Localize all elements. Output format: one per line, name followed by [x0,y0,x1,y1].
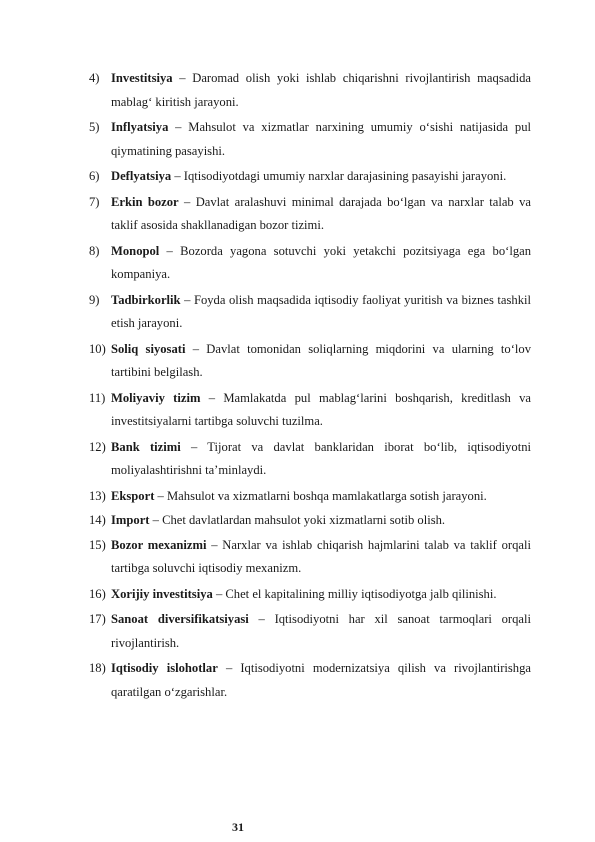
item-term: Iqtisodiy islohotlar [111,661,218,675]
glossary-item-inflyatsiya [89,116,531,163]
item-definition: – Chet davlatlardan mahsulot yoki xizmatlarni sotib olish. [149,513,446,527]
item-number: 4) [89,71,100,85]
glossary-item-bank-tizimi [89,436,531,483]
item-body [111,583,531,607]
item-number: 18) [89,661,106,675]
glossary-item-soliq-siyosati [89,338,531,385]
item-body [111,116,531,163]
item-term: Bozor mexanizmi [111,537,207,552]
glossary-item-deflyatsiya [89,165,531,189]
glossary-item-sanoat-diversifikatsiyasi [89,608,531,655]
glossary-item-investitsiya [89,67,531,114]
glossary-list [89,67,531,706]
item-body [111,67,531,114]
glossary-item-monopol [89,240,531,287]
item-body [111,191,531,238]
item-body [111,338,531,385]
item-definition: – Davlat tomonidan soliqlarning miqdorini va ularning to‘lov tartibini belgilash. [111,341,531,379]
item-number: 10) [89,341,106,356]
item-term: Erkin bozor [111,194,179,209]
item-term: Monopol [111,243,160,258]
item-body [111,240,531,287]
item-body [111,165,531,189]
item-term: Xorijiy investitsiya [111,586,213,601]
glossary-item-xorijiy-investitsiya [89,583,531,607]
item-number: 14) [89,513,106,527]
glossary-item-erkin-bozor [89,191,531,238]
item-body [111,608,531,655]
item-number: 6) [89,169,100,183]
item-definition: – Mahsulot va xizmatlar narxining umumiy o‘sishi natijasida pul qiymatining pasayishi. [111,120,531,158]
item-term: Bank tizimi [111,439,181,454]
item-definition: – Iqtisodiyotni har xil sanoat tarmoqlari orqali rivojlantirish. [111,612,531,650]
item-number: 15) [89,537,106,552]
item-definition: – Daromad olish yoki ishlab chiqarishni rivojlantirish maqsadida mablag‘ kiritish jarayoni. [111,71,531,109]
item-term: Eksport [111,488,155,503]
item-definition: – Davlat aralashuvi minimal darajada bo‘lgan va narxlar talab va taklif asosida shakllanadigan bozor tizimi. [111,194,531,232]
glossary-item-eksport [89,485,531,509]
item-definition: – Narxlar va ishlab chiqarish hajmlarini talab va taklif orqali tartibga soluvchi iqtisodiy mexanizm. [111,537,531,575]
item-term: Soliq siyosati [111,341,186,356]
item-term: Inflyatsiya [111,120,169,134]
item-body [111,534,531,581]
glossary-item-moliyaviy-tizim [89,387,531,434]
glossary-item-iqtisodiy-islohotlar [89,657,531,704]
item-number: 12) [89,439,106,454]
item-definition: – Iqtisodiyotdagi umumiy narxlar darajasining pasayishi jarayoni. [171,169,507,183]
item-number: 17) [89,612,106,626]
glossary-item-import [89,509,531,533]
item-number: 5) [89,120,100,134]
item-number: 13) [89,488,106,503]
item-number: 8) [89,243,100,258]
item-term: Tadbirkorlik [111,292,181,307]
item-definition: – Iqtisodiyotni modernizatsiya qilish va rivojlantirishga qaratilgan o‘zgarishlar. [111,661,531,699]
item-term: Import [111,513,150,527]
glossary-item-tadbirkorlik [89,289,531,336]
item-term: Moliyaviy tizim [111,390,201,405]
item-number: 16) [89,586,106,601]
item-body [111,289,531,336]
item-body [111,387,531,434]
item-body [111,485,531,509]
item-definition: – Chet el kapitalining milliy iqtisodiyotga jalb qilinishi. [212,586,497,601]
item-number: 9) [89,292,100,307]
item-term: Sanoat diversifikatsiyasi [111,612,249,626]
item-body [111,436,531,483]
glossary-item-bozor-mexanizmi [89,534,531,581]
item-body [111,657,531,704]
item-definition: – Foyda olish maqsadida iqtisodiy faoliyat yuritish va biznes tashkil etish jarayoni. [111,292,531,330]
item-definition: – Tijorat va davlat banklaridan iborat bo‘lib, iqtisodiyotni moliyalashtirishni ta’minlaydi. [111,439,532,477]
item-term: Investitsiya [111,71,173,85]
item-term: Deflyatsiya [111,169,172,183]
item-number: 7) [89,194,100,209]
item-definition: – Mahsulot va xizmatlarni boshqa mamlakatlarga sotish jarayoni. [154,488,487,503]
item-definition: – Bozorda yagona sotuvchi yoki yetakchi pozitsiyaga ega bo‘lgan kompaniya. [111,243,531,281]
item-number: 11) [89,390,106,405]
page-number: 31 [232,820,244,834]
item-definition: – Mamlakatda pul mablag‘larini boshqarish, kreditlash va investitsiyalarni tartibga soluvchi tuzilma. [111,390,531,428]
item-body [111,509,531,533]
